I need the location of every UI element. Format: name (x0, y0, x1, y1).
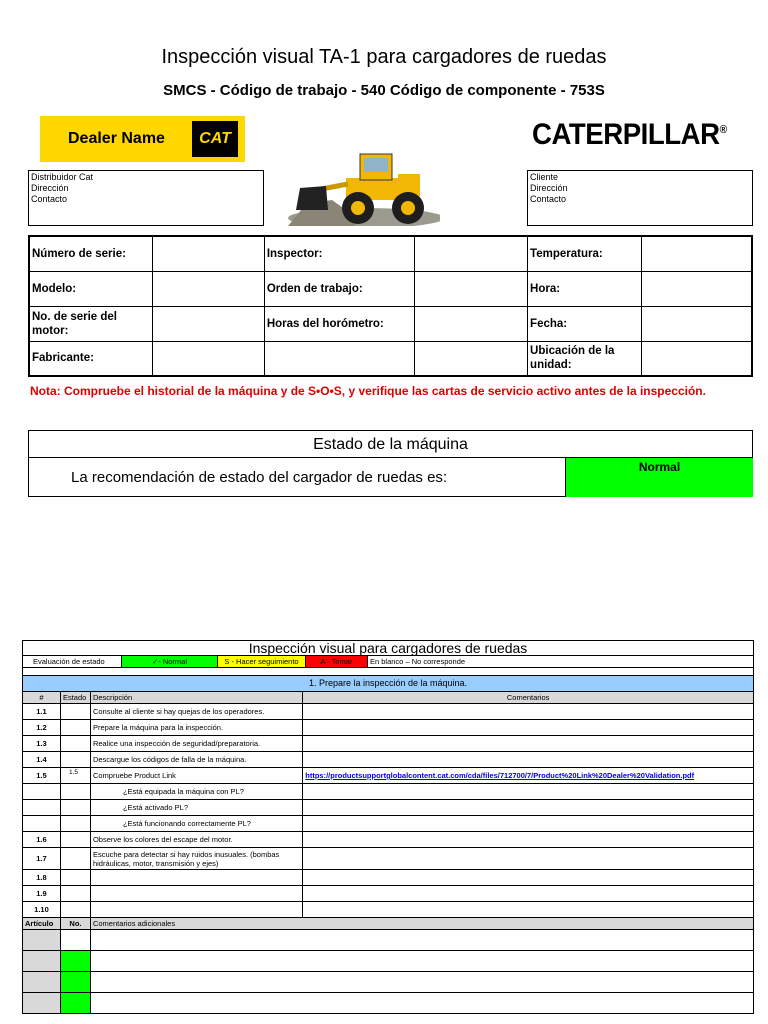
row-comment[interactable] (303, 848, 754, 870)
manufacturer-field[interactable] (153, 341, 265, 376)
row-comment[interactable] (303, 902, 754, 918)
document-title: Inspección visual TA-1 para cargadores de ruedas (161, 46, 607, 68)
caterpillar-logo (532, 118, 727, 152)
legend-row (23, 656, 754, 668)
inspection-table (22, 640, 754, 1014)
row-status[interactable] (60, 704, 90, 720)
status-value[interactable]: Normal (565, 458, 753, 497)
row-comment[interactable] (303, 886, 754, 902)
row-status[interactable] (60, 800, 90, 816)
hour-label: Hora: (528, 271, 642, 306)
row-comment[interactable] (303, 832, 754, 848)
table-row (23, 704, 754, 720)
hourmeter-field[interactable] (415, 306, 528, 341)
dealer-info-box (28, 170, 264, 226)
row-comment[interactable] (303, 736, 754, 752)
row-status[interactable] (60, 886, 90, 902)
row-number: 1.9 (23, 886, 61, 902)
comment-text-cell[interactable] (90, 972, 753, 993)
comment-text-cell[interactable] (90, 951, 753, 972)
hour-field[interactable] (641, 271, 752, 306)
customer-label: Cliente (530, 172, 559, 182)
comment-text-cell[interactable] (90, 993, 753, 1014)
table-row (23, 720, 754, 736)
document-subtitle: SMCS - Código de trabajo - 540 Código de componente - 753S (163, 82, 605, 99)
row-number (23, 816, 61, 832)
row-description: Realice una inspección de seguridad/preparatoria. (90, 736, 302, 752)
table-row (23, 870, 754, 886)
footer-no: No. (60, 918, 90, 930)
row-status[interactable] (60, 720, 90, 736)
customer-info-box (527, 170, 753, 226)
row-number: 1.3 (23, 736, 61, 752)
col-number: # (23, 692, 61, 704)
comment-text-cell[interactable] (90, 930, 753, 951)
status-recommendation-text: La recomendación de estado del cargador de ruedas es: (71, 469, 448, 486)
row-description: ¿Está activado PL? (90, 800, 302, 816)
machine-status-heading: Estado de la máquina (29, 431, 752, 458)
col-description: Descripción (90, 692, 302, 704)
dealer-contact-label: Contacto (31, 194, 68, 204)
table-row (23, 886, 754, 902)
footer-article: Artículo (23, 918, 61, 930)
spacer-row (23, 668, 754, 676)
unit-location-label: Ubicación de la unidad: (528, 341, 642, 376)
row-description (90, 870, 302, 886)
machine-status-panel (28, 430, 753, 497)
row-comment[interactable] (303, 752, 754, 768)
temperature-label: Temperatura: (528, 236, 642, 271)
row-status[interactable] (60, 870, 90, 886)
row-description: Consulte al cliente si hay quejas de los operadores. (90, 704, 302, 720)
row-description: Compruebe Product Link (90, 768, 302, 784)
registered-mark: ® (719, 124, 727, 136)
dealer-name-text: Dealer Name (68, 130, 165, 147)
legend-act: A - Tomar (305, 656, 367, 667)
model-label: Modelo: (29, 271, 153, 306)
date-label: Fecha: (528, 306, 642, 341)
section-heading: 1. Prepare la inspección de la máquina. (23, 676, 754, 692)
serial-label: Número de serie: (29, 236, 153, 271)
row-number: 1.2 (23, 720, 61, 736)
row-comment[interactable] (303, 784, 754, 800)
row-comment[interactable] (303, 870, 754, 886)
model-field[interactable] (153, 271, 265, 306)
row-status[interactable] (60, 848, 90, 870)
row-status[interactable] (60, 736, 90, 752)
product-link-url[interactable]: https://productsupportglobalcontent.cat.com/cda/files/712700/7/Product%20Link%20Dealer%20Validation.pdf (303, 768, 754, 784)
row-number: 1.1 (23, 704, 61, 720)
empty-label-cell (264, 341, 415, 376)
row-number: 1.5 (23, 768, 61, 784)
comment-article-cell[interactable] (23, 951, 61, 972)
engine-serial-label: No. de serie del motor: (29, 306, 153, 341)
row-number (23, 800, 61, 816)
col-comments: Comentarios (303, 692, 754, 704)
table-row (23, 800, 754, 816)
row-description: Prepare la máquina para la inspección. (90, 720, 302, 736)
row-number: 1.8 (23, 870, 61, 886)
footer-additional-comments: Comentarios adicionales (90, 918, 753, 930)
legend-label: Evaluación de estado (33, 657, 105, 666)
row-status[interactable]: 1.5 (60, 768, 90, 784)
row-number: 1.4 (23, 752, 61, 768)
cat-logo-small: CAT (192, 121, 238, 157)
row-number: 1.7 (23, 848, 61, 870)
comment-article-cell[interactable] (23, 930, 61, 951)
comment-no-cell[interactable] (60, 930, 90, 951)
row-status[interactable] (60, 816, 90, 832)
inspector-label: Inspector: (264, 236, 415, 271)
machine-info-table (28, 235, 753, 377)
comment-no-cell[interactable] (60, 951, 90, 972)
row-description: Escuche para detectar si hay ruidos inusuales. (bombas hidráulicas, motor, transmisión y ejes) (90, 848, 302, 870)
work-order-label: Orden de trabajo: (264, 271, 415, 306)
row-number: 1.6 (23, 832, 61, 848)
table-row (23, 784, 754, 800)
work-order-field[interactable] (415, 271, 528, 306)
row-number: 1.10 (23, 902, 61, 918)
wheel-loader-image (286, 140, 440, 226)
dealer-logo (40, 116, 245, 162)
empty-value-cell (415, 341, 528, 376)
inspection-title: Inspección visual para cargadores de ruedas (23, 641, 754, 656)
dealer-address-label: Dirección (31, 183, 69, 193)
row-status[interactable] (60, 832, 90, 848)
customer-address-label: Dirección (530, 183, 568, 193)
row-description: ¿Está funcionando correctamente PL? (90, 816, 302, 832)
row-description: Observe los colores del escape del motor. (90, 832, 302, 848)
row-status[interactable] (60, 902, 90, 918)
row-description: Descargue los códigos de falla de la máquina. (90, 752, 302, 768)
comment-no-cell[interactable] (60, 972, 90, 993)
row-description (90, 886, 302, 902)
table-row (23, 832, 754, 848)
hourmeter-label: Horas del horómetro: (264, 306, 415, 341)
row-description: ¿Está equipada la máquina con PL? (90, 784, 302, 800)
temperature-field[interactable] (641, 236, 752, 271)
col-status: Estado (60, 692, 90, 704)
row-comment[interactable] (303, 704, 754, 720)
table-row (23, 816, 754, 832)
row-description (90, 902, 302, 918)
serial-field[interactable] (153, 236, 265, 271)
comment-no-cell[interactable] (60, 993, 90, 1014)
comment-article-cell[interactable] (23, 993, 61, 1014)
table-row (23, 768, 754, 784)
table-row (23, 752, 754, 768)
unit-location-field[interactable] (641, 341, 752, 376)
comment-article-cell[interactable] (23, 972, 61, 993)
dealer-label: Distribuidor Cat (31, 172, 94, 182)
table-row (23, 848, 754, 870)
legend-blank: En blanco – No corresponde (367, 656, 465, 667)
inspector-field[interactable] (415, 236, 528, 271)
manufacturer-label: Fabricante: (29, 341, 153, 376)
legend-normal: ✓- Normal (121, 656, 217, 667)
table-row (23, 736, 754, 752)
row-comment[interactable] (303, 816, 754, 832)
inspection-note: Nota: Compruebe el historial de la máquina y de S•O•S, y verifique las cartas de servicio activo antes de la inspección. (30, 384, 706, 398)
row-status[interactable] (60, 784, 90, 800)
row-status[interactable] (60, 752, 90, 768)
row-comment[interactable] (303, 800, 754, 816)
customer-contact-label: Contacto (530, 194, 567, 204)
engine-serial-field[interactable] (153, 306, 265, 341)
row-number (23, 784, 61, 800)
row-comment[interactable] (303, 720, 754, 736)
legend-follow-up: S - Hacer seguimiento (217, 656, 305, 667)
table-row (23, 902, 754, 918)
date-field[interactable] (641, 306, 752, 341)
caterpillar-logo-text: CATERPILLAR (532, 118, 720, 151)
